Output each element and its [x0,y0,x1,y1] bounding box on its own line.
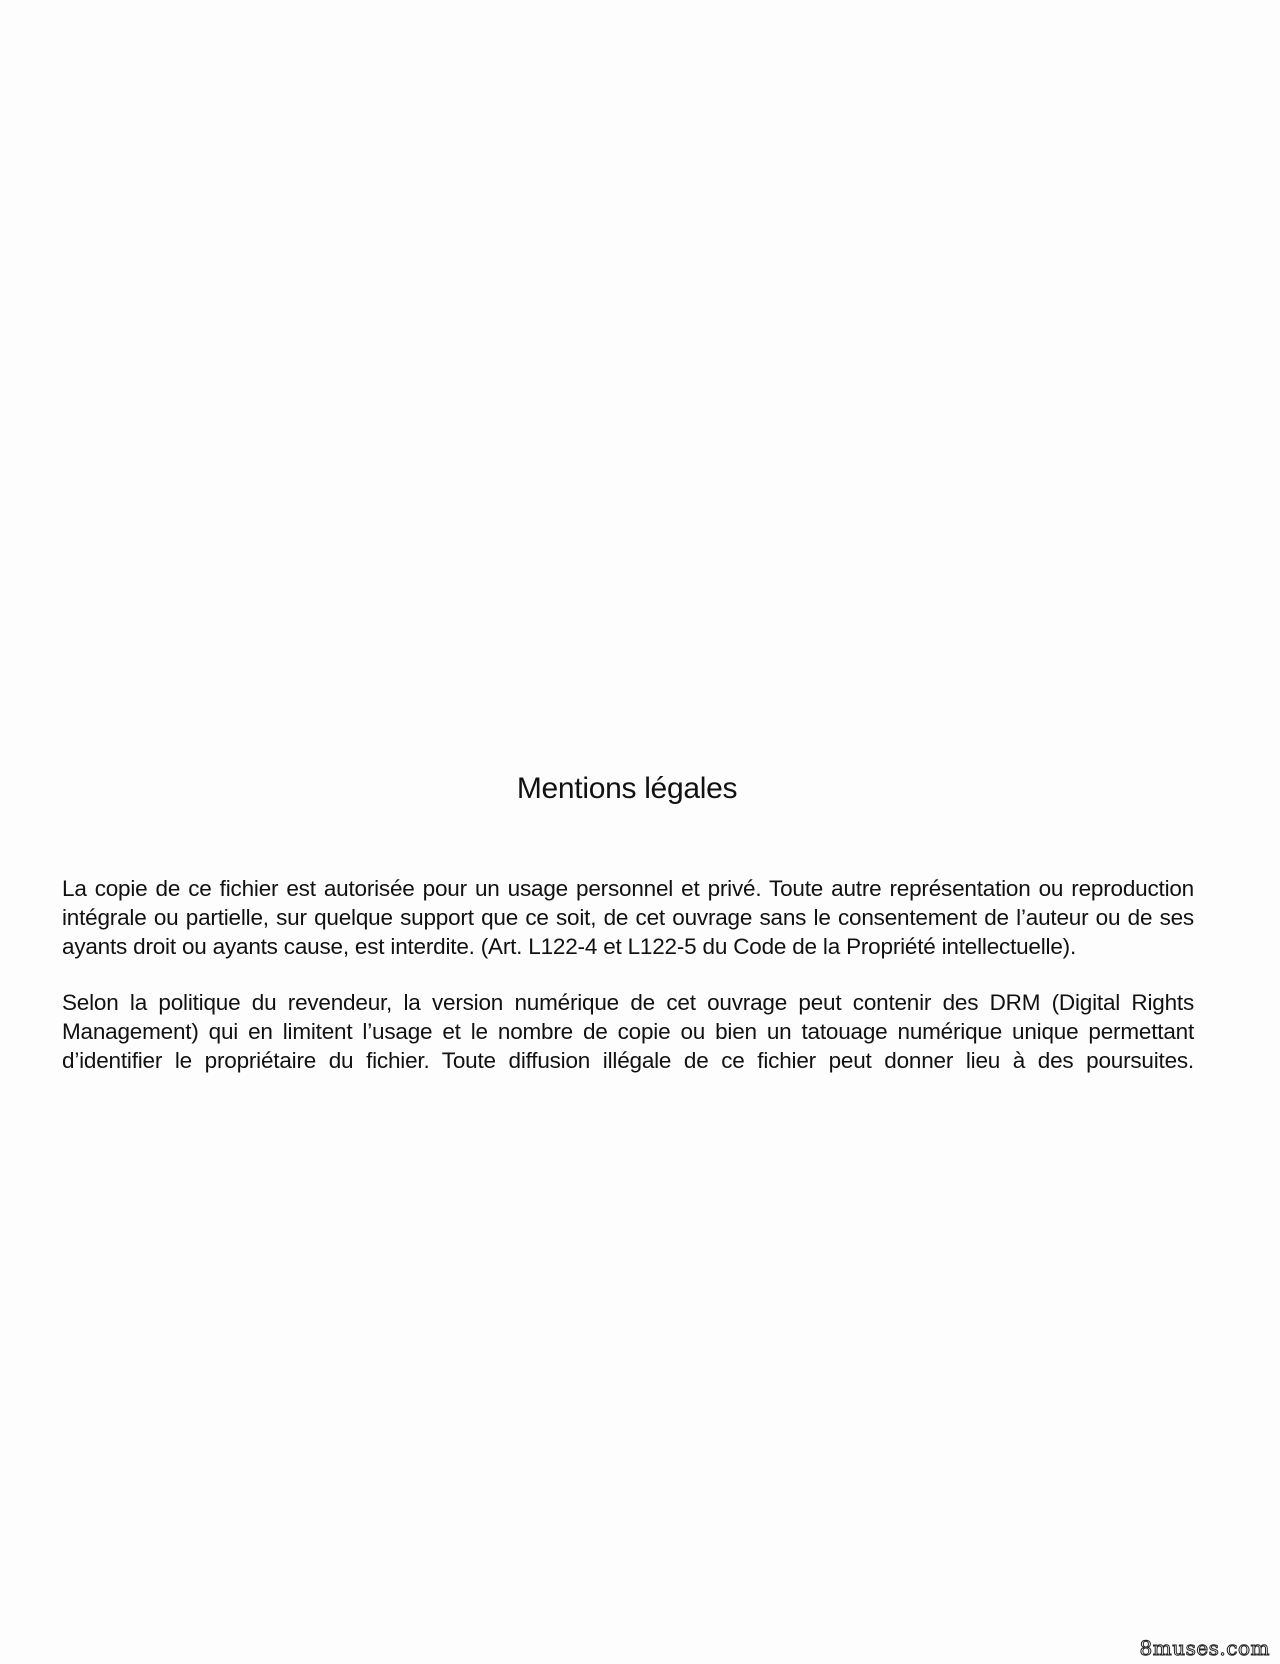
watermark-text: 8muses.com [1139,1636,1270,1660]
legal-paragraph-drm: Selon la politique du revendeur, la version numérique de cet ouvrage peut contenir des DRM (Digital Rights Management) qui en limitent l’usage et le nombre de copie ou bien un tatouage numérique unique permettant d’identifier le propriétaire du fichier. Toute diffusion illégale de ce fichier peut donner lieu à des poursuites. [62,990,1194,1073]
page-title: Mentions légales [516,772,738,805]
legal-paragraph-copy: La copie de ce fichier est autorisée pour un usage personnel et privé. Toute autre représentation ou reproduction intégrale ou partielle, sur quelque support que ce soit, de cet ouvrage sans le consentement de l’auteur ou de ses ayants droit ou ayants cause, est interdite. (Art. L122-4 et L122-5 du Code de la Propriété intellectuelle). [62,876,1194,959]
